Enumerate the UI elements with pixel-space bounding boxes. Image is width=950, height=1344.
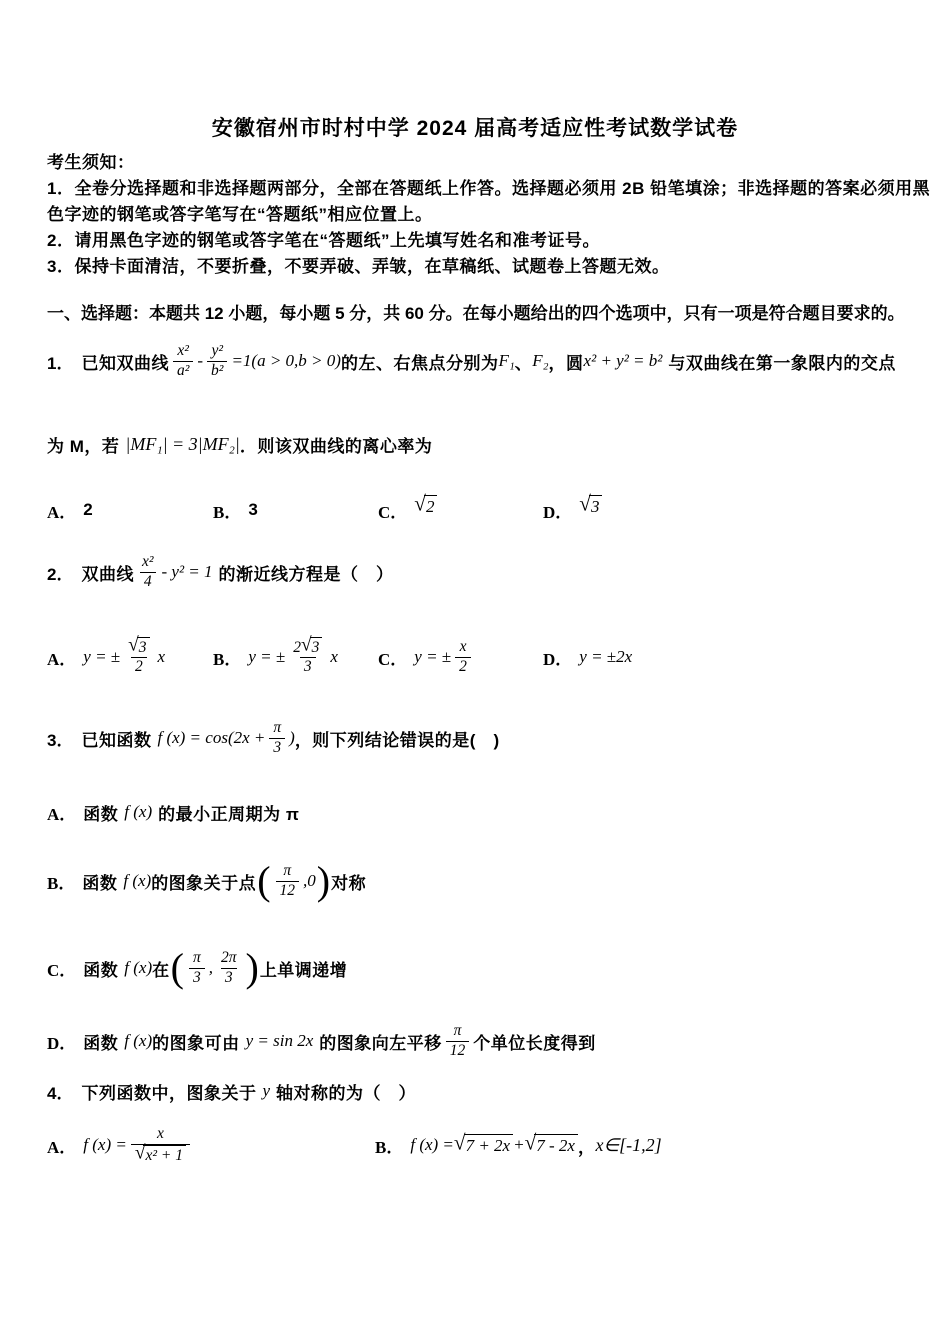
q3-option-b [47,848,366,914]
option-label: A． [47,502,77,522]
q1-math: F₁ [498,351,515,370]
right-paren: ) [245,945,259,990]
radicand: 2 [424,495,438,517]
q1-option-b [213,488,258,532]
radical-icon: √ [524,1130,537,1155]
option-label: C． [378,502,408,522]
option-label: B． [47,873,76,893]
option-text: 对称 [331,873,367,893]
radical-icon: √ [128,634,139,656]
radical-icon: √ [579,491,591,516]
option-label: B． [213,649,242,669]
denominator: 12 [276,881,300,901]
q1-text: ．则该双曲线的离心率为 [239,436,433,456]
q4-options [0,1113,950,1177]
option-label: B． [213,502,242,522]
denominator: 2 [455,657,471,677]
formula-run: y = ± [414,647,452,666]
denominator [131,1144,190,1165]
q1-text: ，圆 [548,353,584,373]
option-text: 的图象关于点 [151,873,257,893]
q3-option-d [47,1015,596,1067]
numerator [124,634,153,657]
denominator: 3 [269,738,285,758]
option-label: A． [47,804,77,824]
fraction [269,719,285,757]
radicand: x² + 1 [143,1145,186,1165]
option-text: 在 [152,960,170,980]
formula-run: f (x) = [410,1135,454,1154]
q2-option-a [47,622,165,692]
q2-number: 2． [47,564,74,584]
numerator: x² [177,341,189,359]
option-text: 个单位长度得到 [473,1033,596,1053]
formula-run: f (x) [124,1031,153,1050]
option-label: A． [47,649,77,669]
left-paren: ( [257,858,271,903]
denominator: 3 [189,968,205,988]
option-value: y = ±2x [579,647,633,666]
q2-fraction [138,553,158,591]
option-text: ， [577,1137,596,1157]
denominator: 3 [300,657,316,677]
q2-option-b [213,622,338,692]
numerator [289,634,326,657]
q3-number: 3． [47,730,74,750]
numerator: 2π [220,948,237,966]
formula-run: y [262,1081,271,1100]
q1-math: x² + y² = b² [583,351,663,370]
fraction [131,1125,190,1164]
option-label: D． [47,1033,77,1053]
option-text: 上单调递增 [259,960,348,980]
coefficient: 2 [293,638,301,656]
formula-run: f (x) = [83,1135,127,1154]
formula-run: y = ± [83,647,121,666]
denominator: a² [173,361,193,381]
option-text: 的最小正周期为 π [158,804,300,824]
square-root [414,491,437,517]
q4-option-b [375,1113,662,1177]
q1-options [0,488,950,532]
square-root [524,1130,578,1156]
fraction [446,1022,470,1060]
numerator: π [273,718,282,736]
formula-run: x∈[-1,2] [595,1134,662,1155]
q2-text: 的渐近线方程是（ ） [218,564,394,584]
radicand: 3 [310,637,323,657]
fraction [455,638,471,676]
plus-sign: + [513,1135,525,1154]
radicand: 7 + 2x [464,1134,514,1156]
option-label: D． [543,502,573,522]
fraction [189,949,205,987]
denominator: 2 [131,657,147,677]
q1-option-a [47,488,93,532]
left-paren: ( [170,945,184,990]
formula-run: ) [289,728,295,747]
formula-run: f (x) [123,871,152,890]
q2-option-d [543,622,632,692]
formula-run: ,0 [303,871,316,890]
q2-options [0,622,950,692]
q4-option-a [47,1113,194,1177]
q2-text: 双曲线 [81,564,134,584]
q1-math: |MF₁| = 3|MF₂| [125,433,240,454]
q1-text: 与双曲线在第一象限内的交点 [668,353,896,373]
formula-run: x [157,647,166,666]
q1-text: 的左、右焦点分别为 [340,353,499,373]
numerator: π [283,861,292,879]
formula-run: y = ± [248,647,286,666]
q1-text: 已知双曲线 [81,353,169,373]
option-value: 2 [83,500,94,519]
numerator: x [156,1125,164,1143]
q1-math: F₂ [532,351,549,370]
q1-formula-tail: =1(a > 0,b > 0) [231,351,341,370]
notice-item-1: 1．全卷分选择题和非选择题两部分，全部在答题纸上作答。选择题必须用 2B 铅笔填涂；非选择题的答案必须用黑色字迹的钢笔或答字笔写在“答题纸”相应位置上。 [47,179,931,224]
radicand: 3 [589,495,603,517]
radical-icon: √ [134,1142,146,1164]
notice-item-3: 3．保持卡面清洁，不要折叠，不要弄破、弄皱，在草稿纸、试题卷上答题无效。 [47,257,670,276]
minus-sign: - [197,351,204,370]
page-title: 安徽宿州市时村中学 2024 届高考适应性考试数学试卷 [211,117,739,140]
option-label: C． [378,649,408,669]
option-text: 函数 [83,960,119,980]
q1-option-d [543,488,602,532]
q1-stem [47,330,896,392]
fraction [217,949,241,987]
q3-text: 已知函数 [81,730,152,750]
radical-icon: √ [453,1130,466,1155]
option-text: 函数 [82,873,118,893]
numerator: y² [211,341,224,359]
formula-run: , [208,958,213,977]
formula-run: f (x) [124,802,153,821]
radicand: 3 [137,637,150,657]
option-label: C． [47,960,77,980]
numerator: π [453,1021,462,1039]
q1-option-c [378,488,437,532]
denominator: 4 [140,572,156,592]
formula-run: x [330,647,338,666]
q1-fraction-1 [173,342,193,380]
q2-option-c [378,622,475,692]
q1-fraction-2 [207,342,227,380]
option-text: 的图象可由 [152,1033,240,1053]
square-root [453,1130,513,1156]
q4-stem [47,1076,416,1106]
option-label: D． [543,649,573,669]
q2-stem [47,543,394,601]
q4-text: 下列函数中，图象关于 [81,1083,257,1103]
right-paren: ) [316,858,331,903]
notice-heading: 考生须知： [47,153,135,172]
radical-icon: √ [300,634,312,656]
fraction [289,634,326,676]
option-label: B． [375,1137,404,1157]
radical-icon: √ [414,491,426,516]
q1-stem-line2 [47,420,432,468]
radicand: 7 - 2x [534,1134,578,1156]
option-label: A． [47,1137,77,1157]
q1-text: 为 M，若 [47,436,120,456]
denominator: 12 [446,1041,470,1061]
notice-item-2: 2．请用黑色字迹的钢笔或答字笔在“答题纸”上先填写姓名和准考证号。 [47,231,600,250]
q3-text: ，则下列结论错误的是( ) [294,730,500,750]
numerator: x [459,637,467,655]
option-text: 的图象向左平移 [319,1033,442,1053]
q3-option-a [47,788,299,836]
formula-run: f (x) [124,958,153,977]
option-value: 3 [248,500,259,519]
denominator: b² [207,361,227,381]
q4-number: 4． [47,1083,74,1103]
numerator: π [192,948,201,966]
q1-text: 、 [514,353,533,373]
denominator: 3 [221,968,237,988]
numerator: x² [141,552,154,570]
square-root [579,491,602,517]
q2-formula-rest: - y² = 1 [161,562,213,581]
q1-number: 1． [47,353,74,373]
section1-heading: 一、选择题：本题共 12 小题，每小题 5 分，共 60 分。在每小题给出的四个选项中，只有一项是符合题目要求的。 [47,304,905,323]
option-text: 函数 [83,1033,119,1053]
formula-run: f (x) = cos(2x + [157,728,266,747]
fraction [124,634,153,676]
q3-stem [47,708,500,768]
formula-run: y = sin 2x [245,1031,314,1050]
q4-text: 轴对称的为（ ） [276,1083,417,1103]
option-text: 函数 [83,804,119,824]
fraction [276,862,300,900]
q3-option-c [47,933,347,1003]
